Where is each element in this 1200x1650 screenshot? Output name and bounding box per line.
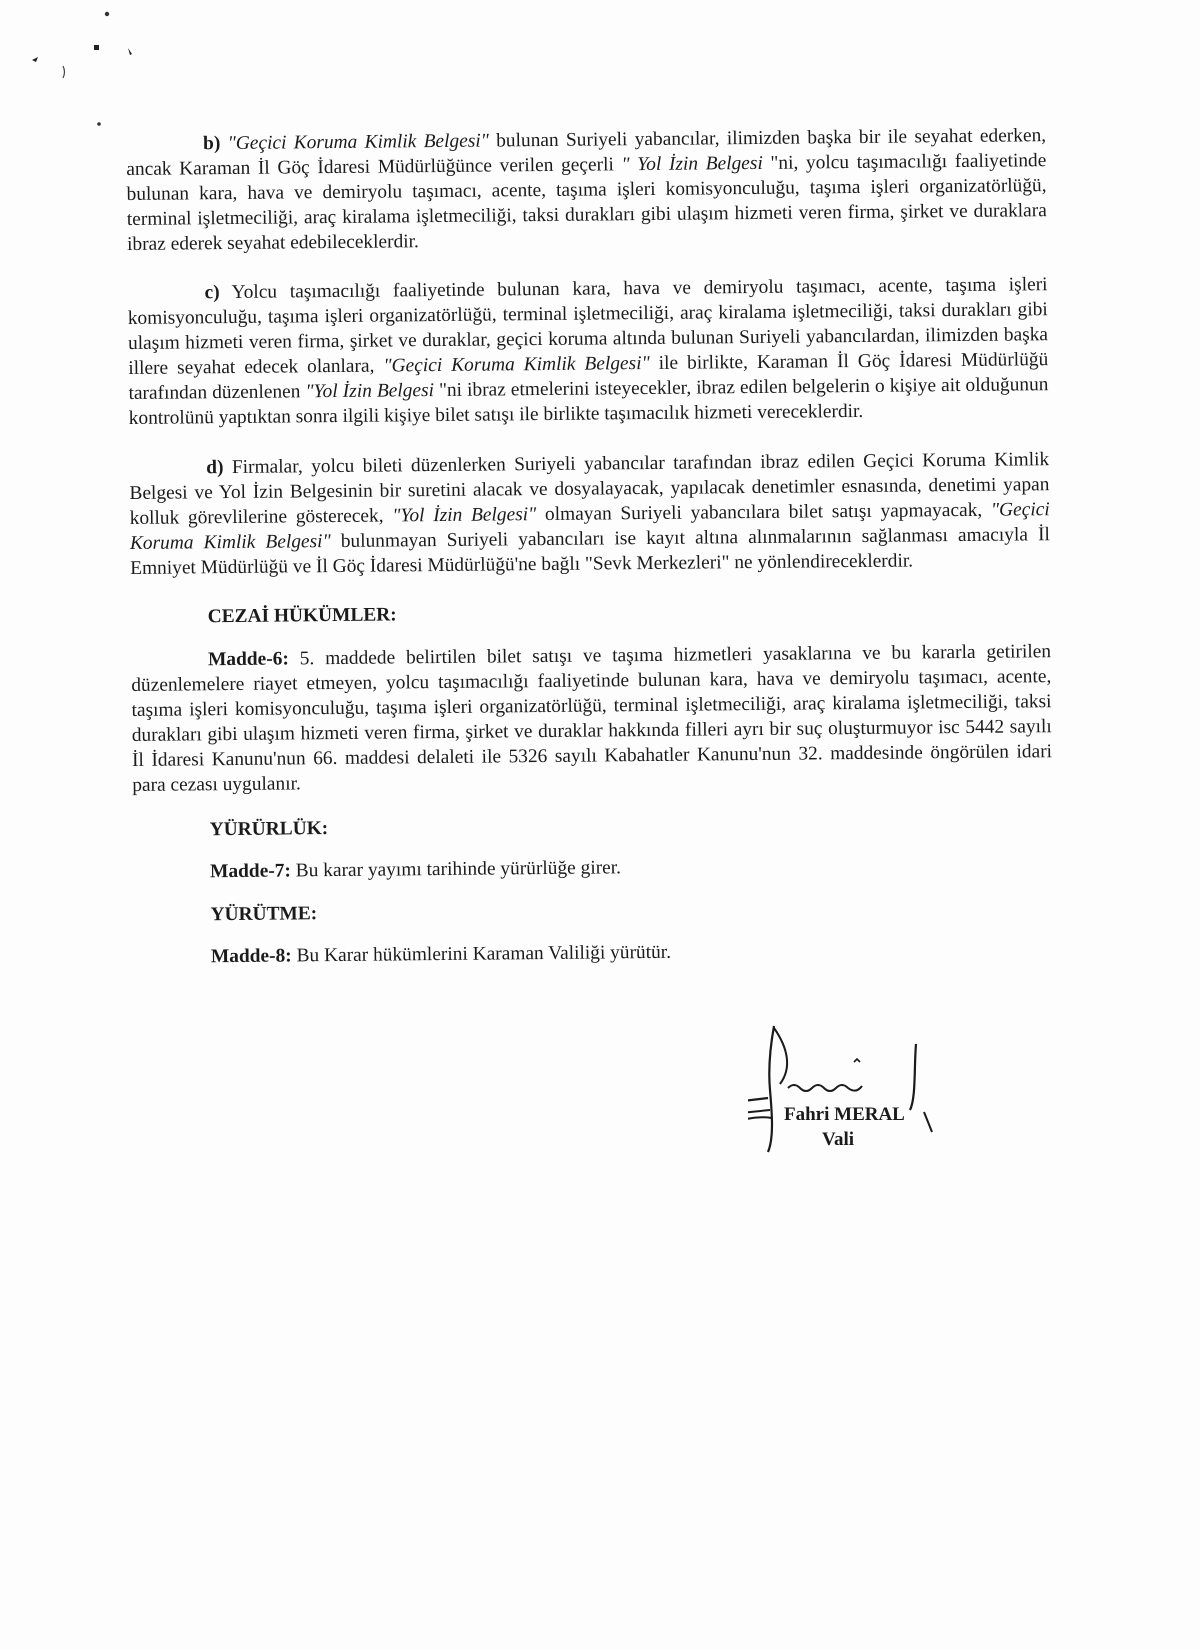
scan-specks — [0, 0, 200, 130]
article-8-label: Madde-8: — [210, 945, 292, 968]
paragraph-d — [129, 447, 1050, 581]
paragraph-c-label: c) — [204, 282, 220, 304]
paragraph-d-text2: olmayan Suriyeli yabancılara bilet satışı yapmayacak, — [536, 499, 992, 526]
paragraph-c — [127, 272, 1048, 431]
paragraph-b-title: "Geçici Koruma Kimlik Belgesi" — [227, 130, 489, 155]
signature-name: Fahri MERAL — [784, 1104, 905, 1125]
article-6-label: Madde-6: — [207, 648, 289, 671]
paragraph-b-text1: bulunan Suriyeli yabancılar, ilimizden başka bir ile seyahat ederken, ancak Karaman İl Göç İdaresi Müdürlüğünce verilen geçerli — [126, 125, 1047, 180]
paragraph-c-text3: "ni ibraz etmelerini isteyecekler, ibraz edilen belgelerin o kişiye ait olduğunun kontrolünü yaptıktan sonra ilgili kişiye bilet satışı ile birlikte taşımacılık hizmeti vereceklerdir. — [128, 374, 1049, 429]
paragraph-b — [126, 123, 1047, 257]
article-6-text: 5. maddede belirtilen bilet satışı ve taşıma hizmetleri yasaklarına ve bu kararla getirilen düzenlemelere riayet etmeyen, yolcu taşımacılığı faaliyetinde bulunan kara, hava ve demiryolu taşımacı, acente, taşıma işleri komisyonculuğu, taşıma işleri organizatörlüğü, terminal işletmeciliği, araç kiralama işletmeciliği, taksi durakları gibi ulaşım hizmeti veren firma, şirket ve duraklar hakkında filleri ayrı bir suç oluşturmuyor isc 5442 sayılı İl İdaresi Kanunu'nun 66. maddesi delaleti ile 5326 sayılı Kabahatler Kanunu'nun 32. maddesinde öngörülen idari para cezası uygulanır. — [131, 641, 1053, 796]
article-8-text: Bu Karar hükümlerini Karaman Valiliği yürütür. — [291, 941, 672, 967]
paragraph-d-text1: Firmalar, yolcu bileti düzenlerken Suriyeli yabancılar tarafından ibraz edilen Geçici Koruma Kimlik Belgesi ve Yol İzin Belgesinin bir suretini alacak ve dosyalayacak, yapılacak denetimler esnasında, denetimi yapan kolluk görevlilerine gösterecek, — [129, 449, 1050, 529]
handwritten-signature — [748, 1018, 968, 1168]
heading-yururluk: YÜRÜRLÜK: — [209, 818, 329, 841]
heading-yurutme: YÜRÜTME: — [210, 903, 318, 926]
paragraph-b-label: b) — [203, 133, 221, 155]
paragraph-b-text2: "ni, yolcu taşımacılığı faaliyetinde bulunan kara, hava ve demiryolu taşımacı, acente, taşıma işleri komisyonculuğu, taşıma işleri organizatörlüğü, terminal işletmeciliği, araç kiralama işletmeciliği, taksi durakları gibi ulaşım hizmeti veren firma, şirket ve duraklara ibraz ederek seyahat edebileceklerdir. — [126, 150, 1047, 255]
paragraph-c-italic1: "Geçici Koruma Kimlik Belgesi" — [383, 352, 650, 377]
heading-cezai-hukumler: CEZAİ HÜKÜMLER: — [207, 604, 397, 628]
paragraph-d-label: d) — [206, 457, 224, 479]
paragraph-c-text1: Yolcu taşımacılığı faaliyetinde bulunan kara, hava ve demiryolu taşımacı, acente, taşıma işleri komisyonculuğu, taşıma işleri organizatörlüğü, terminal işletmeciliği, araç kiralama işletmeciliği, taksi durakları gibi ulaşım hizmeti veren firma, şirket ve duraklar, geçici koruma altında bulunan Suriyeli yabancılardan, ilimizden başka illere seyahat edecek olanlara, — [127, 274, 1049, 379]
paragraph-b-italic2: " Yol İzin Belgesi — [621, 152, 771, 176]
article-6 — [131, 639, 1052, 798]
paragraph-c-text2: ile birlikte, Karaman İl Göç İdaresi Müdürlüğü tarafından düzenlenen — [128, 349, 1049, 404]
article-7 — [133, 851, 1053, 885]
document-body — [126, 123, 1054, 970]
paragraph-d-text3: bulunmayan Suriyeli yabancıları ise kayıt altına alınmalarının sağlanması amacıyla İl Emniyet Müdürlüğü ve İl Göç İdaresi Müdürlüğü'ne bağlı "Sevk Merkezleri" ne yönlendireceklerdir. — [130, 524, 1051, 579]
article-8 — [134, 936, 1054, 970]
article-7-text: Bu karar yayımı tarihinde yürürlüğe girer. — [290, 857, 622, 882]
signature-title: Vali — [822, 1129, 855, 1150]
paragraph-d-italic2: "Geçici Koruma Kimlik Belgesi" — [129, 499, 1050, 554]
signature-block — [748, 1018, 968, 1168]
paragraph-c-italic2: "Yol İzin Belgesi — [305, 380, 440, 403]
paragraph-d-italic1: "Yol İzin Belgesi" — [392, 504, 537, 527]
article-7-label: Madde-7: — [210, 860, 291, 883]
